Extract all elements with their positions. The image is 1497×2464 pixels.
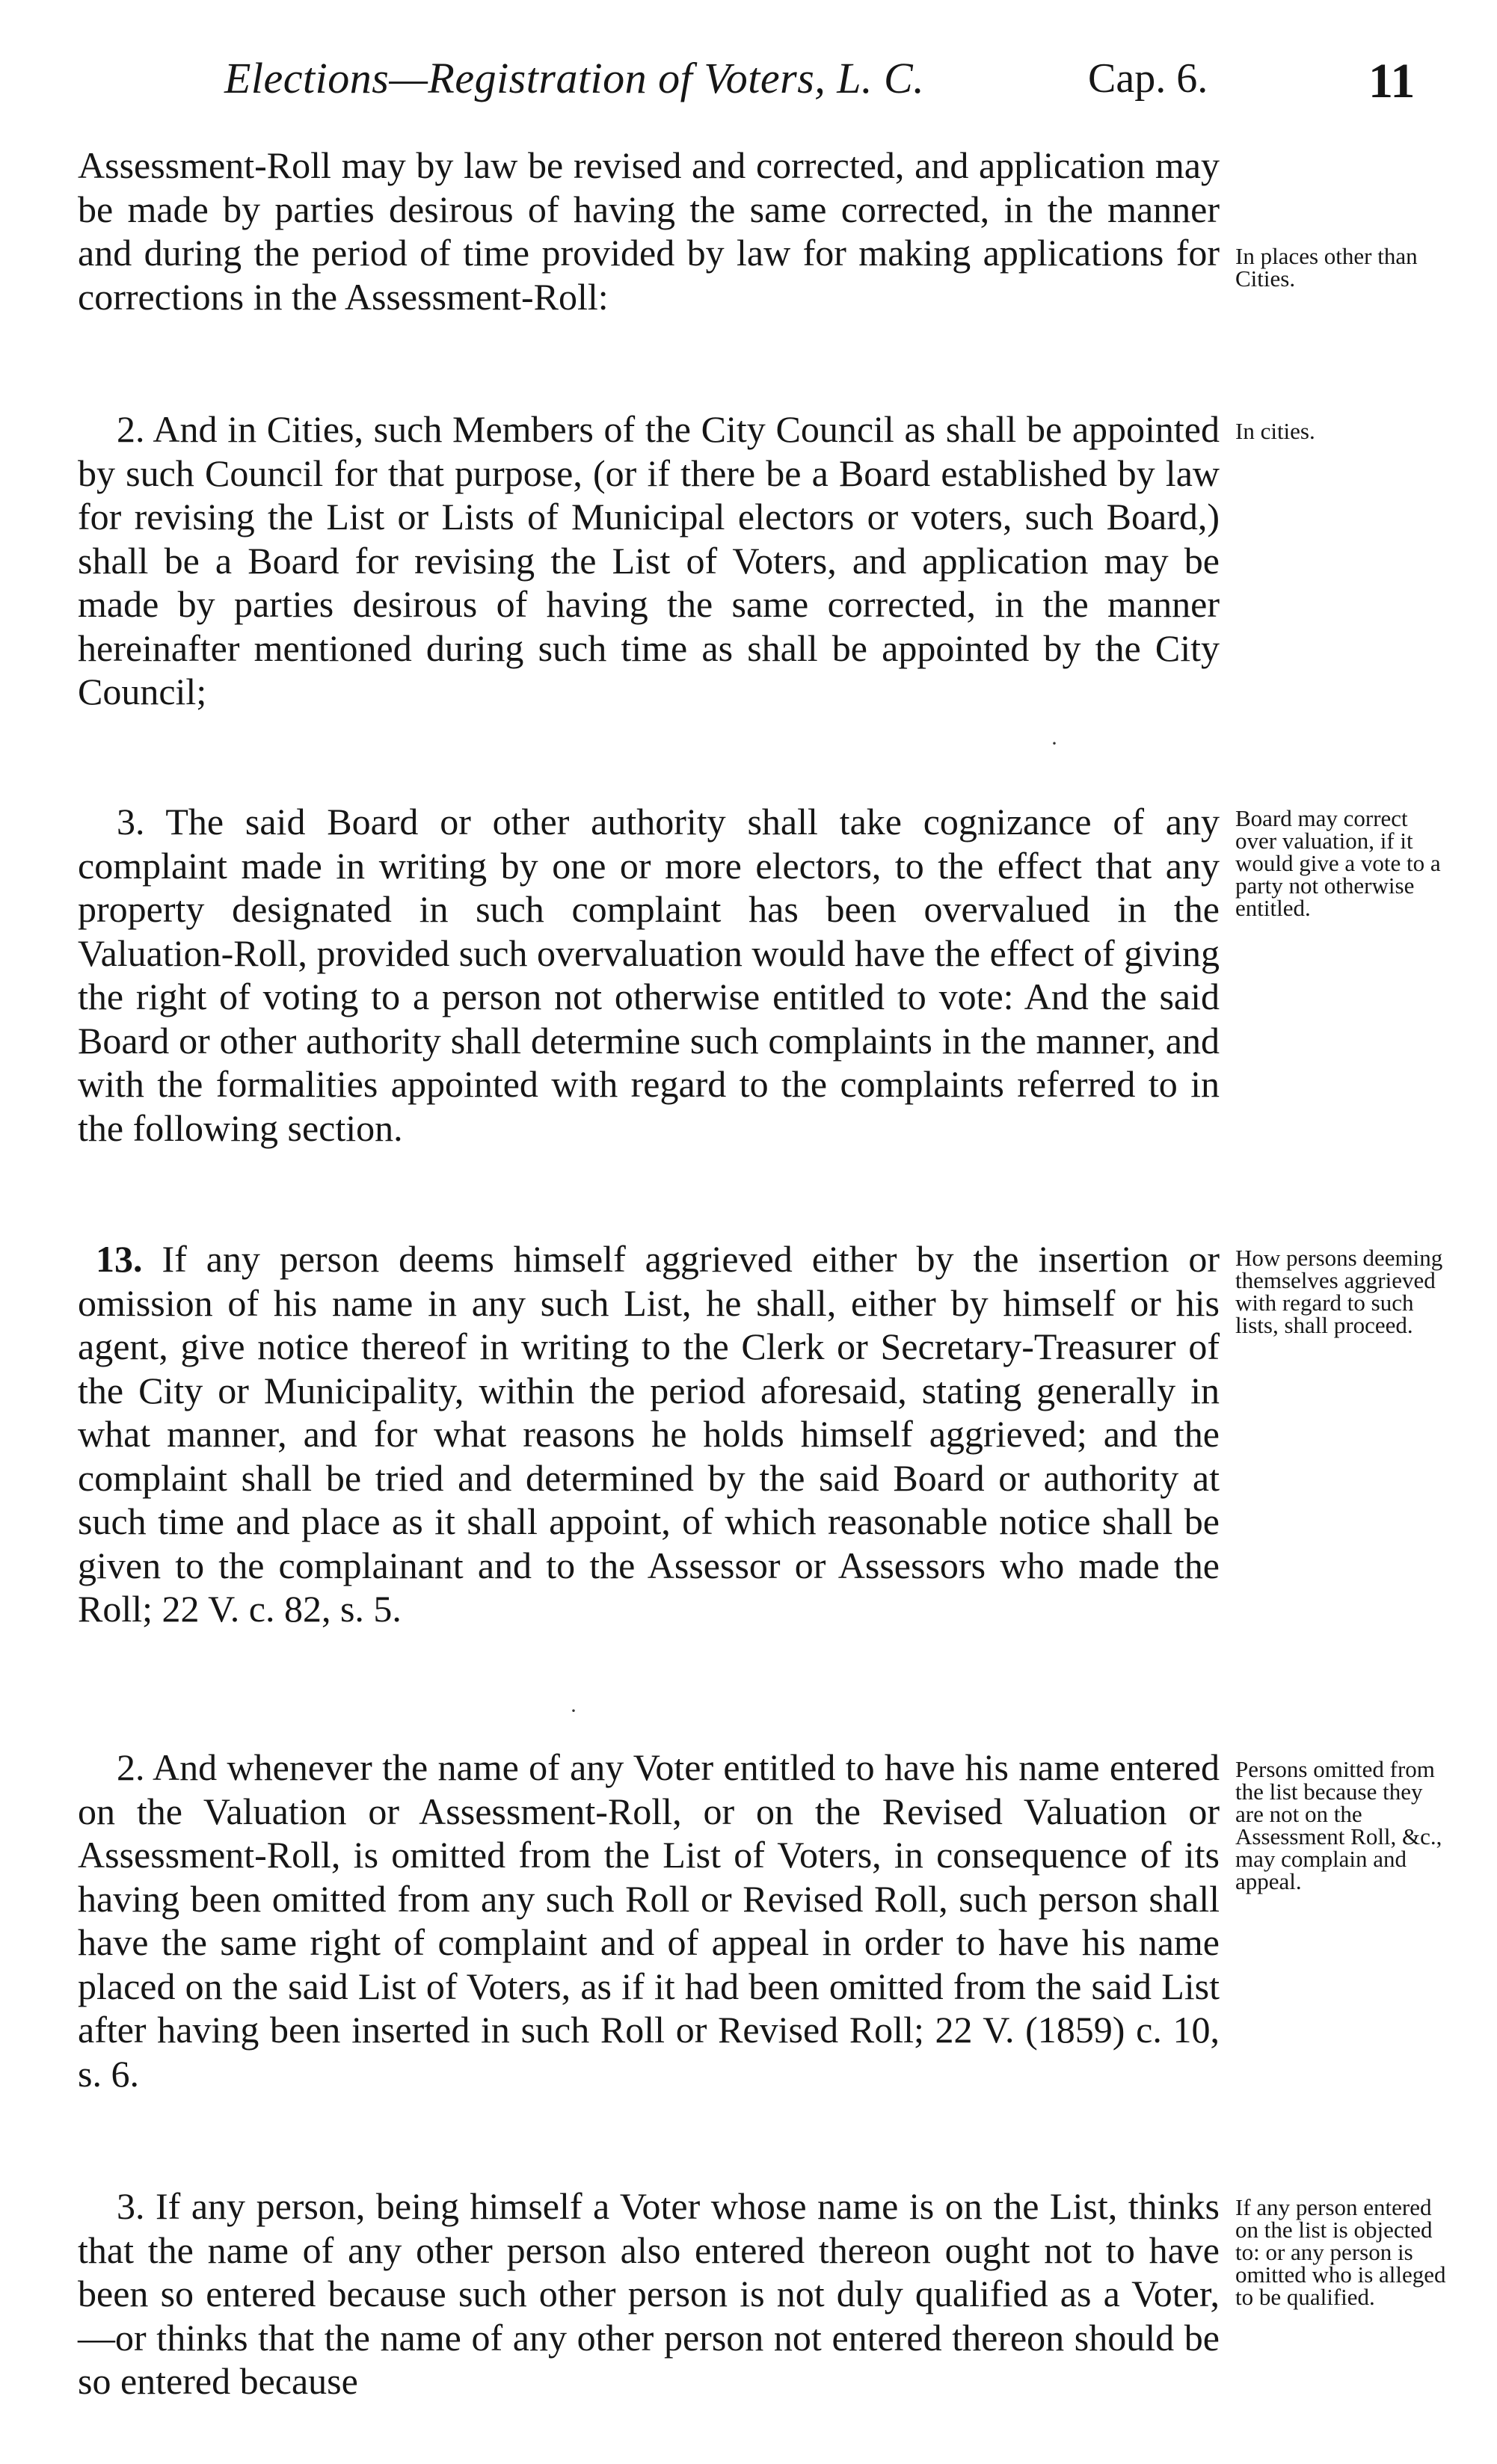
paragraph-6 xyxy=(78,2184,1220,2403)
paragraph-5 xyxy=(78,1746,1220,2095)
side-note-in-cities: In cities. xyxy=(1235,418,1315,444)
section-number: 13. xyxy=(96,1238,143,1280)
paragraph-text: 3. The said Board or other authority shall take cognizance of any complaint made in writing by one or more electors, to the effect that any property designated in such complaint has been overvalued in the Valuation-Roll, provided such overvaluation would have the effect of giving the right of voting to a person not otherwise entitled to vote: And the said Board or other authority shall determine such complaints in the manner, and with the formalities appointed with regard to the complaints referred to in the following section. xyxy=(78,801,1220,1149)
print-speck: · xyxy=(570,1698,577,1723)
paragraph-text xyxy=(78,1237,1220,1631)
running-header xyxy=(0,52,1497,108)
paragraph-text: Assessment-Roll may by law be revised and corrected, and application may be made by parties desirous of having the same corrected, in the manner and during the period of time provided by law for making applications for corrections in the Assessment-Roll: xyxy=(78,144,1220,318)
section-text: If any person deems himself aggrieved either by the insertion or omission of his name in any such List, he shall, either by himself or his agent, give notice thereof in writing to the Clerk or Secretary-Treasurer of the City or Municipality, within the period aforesaid, stating generally in what manner, and for what reasons he holds himself aggrieved; and the complaint shall be tried and determined by the said Board or authority at such time and place as it shall appoint, of which reasonable notice shall be given to the complainant and to the Assessor or Assessors who made the Roll; 22 V. c. 82, s. 5. xyxy=(78,1238,1220,1630)
side-note-places-other-than-cities: In places other than Cities. xyxy=(1235,243,1418,292)
side-note-how-persons-aggrieved: How persons deeming themselves aggrieved with regard to such lists, shall proceed. xyxy=(1235,1245,1443,1338)
paragraph-text: 3. If any person, being himself a Voter whose name is on the List, thinks that the name of any other person also entered thereon ought not to have been so entered because such other person is not duly qualified as a Voter,—or thinks that the name of any other person not entered thereon should be so entered because xyxy=(78,2185,1220,2402)
print-speck: · xyxy=(1051,731,1058,756)
side-note-objected-or-omitted: If any person entered on the list is objected to: or any person is omitted who is alleged to be qualified. xyxy=(1235,2194,1446,2310)
page-number: 11 xyxy=(1368,54,1415,108)
paragraph-2 xyxy=(78,407,1220,714)
paragraph-text: 2. And whenever the name of any Voter entitled to have his name entered on the Valuation or Assessment-Roll, or on the Revised Valuation or Assessment-Roll, is omitted from the List of Voters, in consequence of its having been omitted from any such Roll or Revised Roll, such person shall have the same right of complaint and of appeal in order to have his name placed on the said List of Voters, as if it had been omitted from the said List after having been inserted in such Roll or Revised Roll; 22 V. (1859) c. 10, s. 6. xyxy=(78,1746,1220,2095)
paragraph-section-13 xyxy=(78,1237,1220,1631)
paragraph-1 xyxy=(78,144,1220,318)
side-note-board-overvaluation: Board may correct over valuation, if it would give a vote to a party not otherwise entitled. xyxy=(1235,805,1441,921)
paragraph-3 xyxy=(78,800,1220,1150)
running-title: Elections—Registration of Voters, L. C. xyxy=(224,54,925,102)
chapter-label: Cap. 6. xyxy=(1088,55,1208,102)
side-note-persons-omitted: Persons omitted from the list because they are not on the Assessment Roll, &c., may complain and appeal. xyxy=(1235,1756,1442,1894)
paragraph-text: 2. And in Cities, such Members of the City Council as shall be appointed by such Council for that purpose, (or if there be a Board established by law for revising the List or Lists of Municipal electors or voters, such Board,) shall be a Board for revising the List of Voters, and application may be made by parties desirous of having the same corrected, in the manner hereinafter mentioned during such time as shall be appointed by the City Council; xyxy=(78,408,1220,712)
